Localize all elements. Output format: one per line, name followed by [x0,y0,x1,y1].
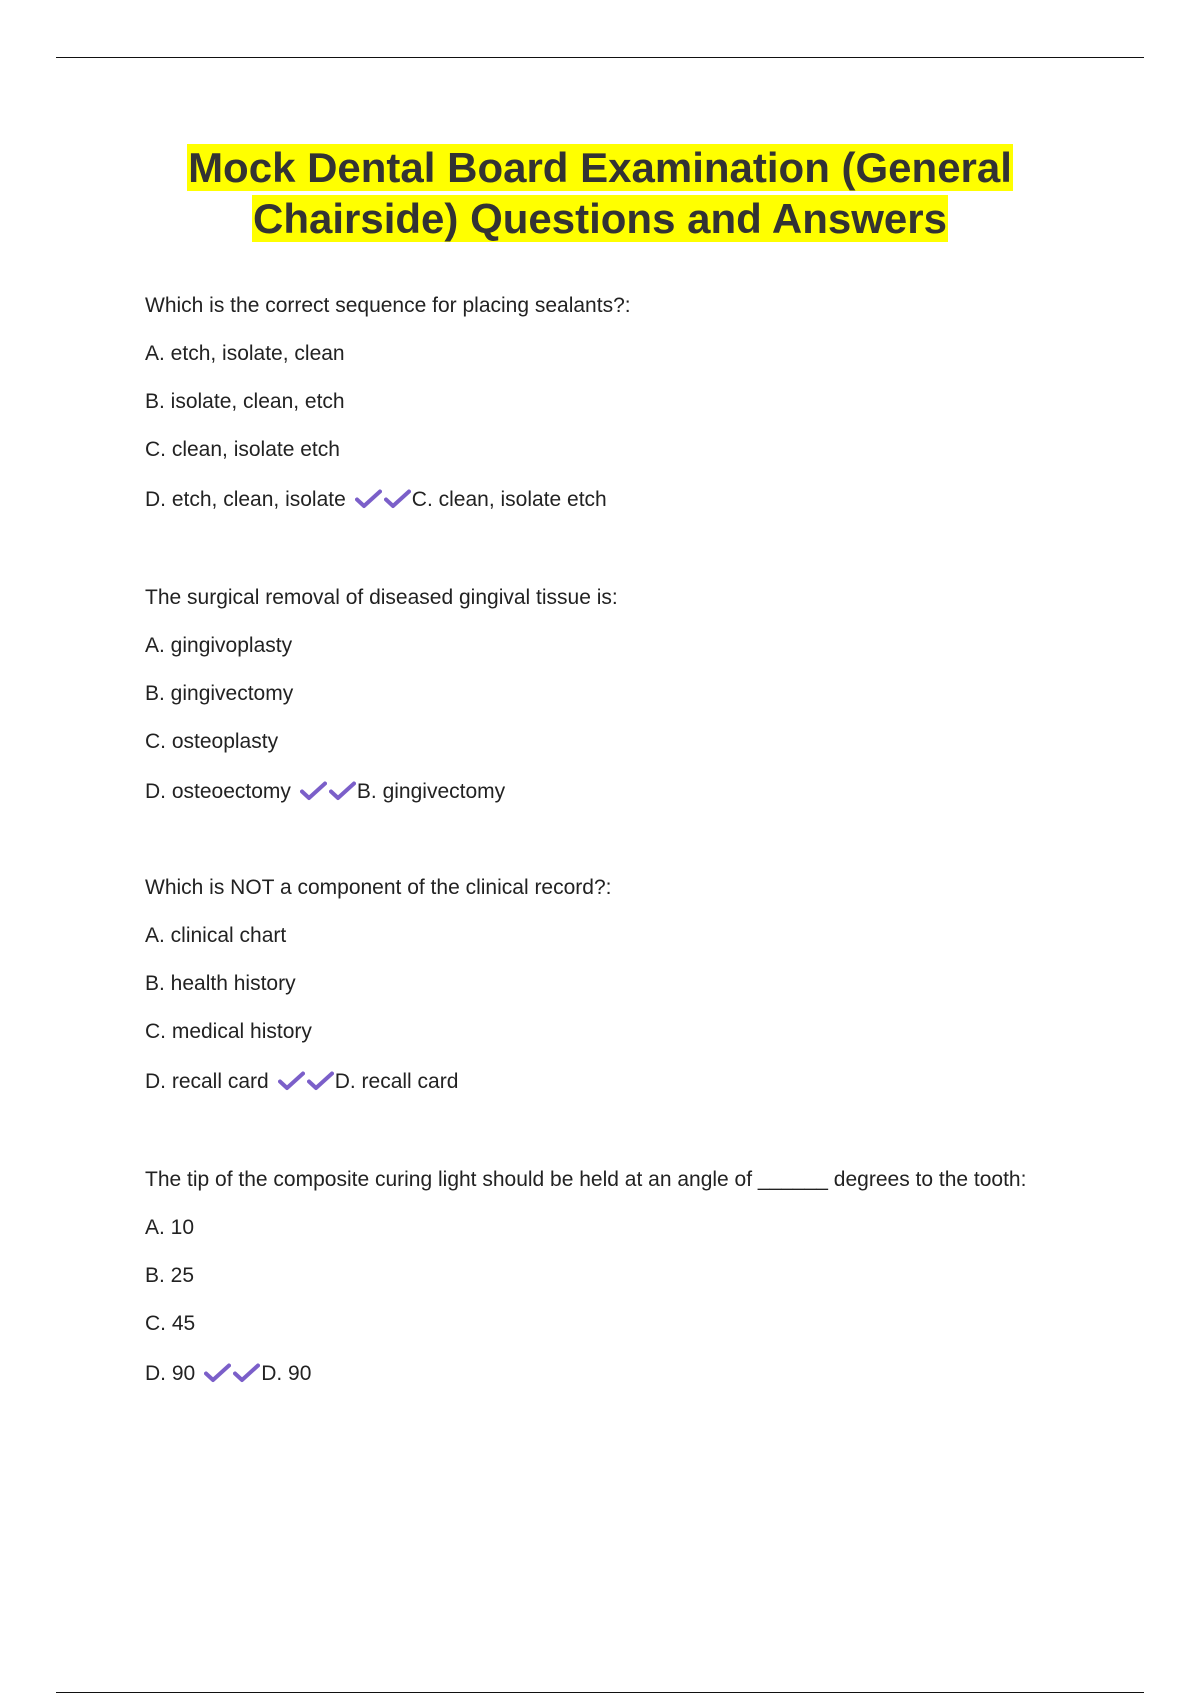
option-c: C. medical history [145,1020,312,1043]
question-prompt: The surgical removal of diseased gingival tissue is: [145,586,618,609]
question-prompt: Which is NOT a component of the clinical record?: [145,876,612,899]
check-icon [204,1363,231,1383]
option-d: D. osteoectomy [145,780,291,803]
option-a: A. clinical chart [145,924,287,947]
answer-checks [299,780,357,803]
check-icon [300,781,327,801]
answer-checks [203,1362,261,1385]
option-d-with-answer [145,779,1135,805]
question-2 [145,585,1135,805]
question-prompt: The tip of the composite curing light should be held at an angle of ______ degrees to the tooth: [145,1168,1027,1191]
check-icon [307,1071,334,1091]
check-icon [355,489,382,509]
option-d-with-answer [145,487,1135,513]
top-rule [56,57,1144,58]
option-b: B. health history [145,972,296,995]
answer-checks [354,488,412,511]
option-a: A. 10 [145,1216,195,1239]
option-d: D. recall card [145,1070,269,1093]
correct-answer: C. clean, isolate etch [411,488,607,511]
option-d-with-answer [145,1361,1135,1387]
option-c: C. 45 [145,1312,196,1335]
option-d: D. etch, clean, isolate [145,488,346,511]
bottom-rule [56,1692,1144,1693]
page-title [0,142,1200,244]
option-c: C. clean, isolate etch [145,438,340,461]
option-d-with-answer [145,1069,1135,1095]
correct-answer: D. recall card [334,1070,459,1093]
title-line-2: Chairside) Questions and Answers [253,195,947,242]
title-line-1: Mock Dental Board Examination (General [188,144,1012,191]
correct-answer: B. gingivectomy [356,780,506,803]
answer-checks [277,1070,335,1093]
check-icon [233,1363,260,1383]
question-4 [145,1167,1135,1387]
option-b: B. gingivectomy [145,682,294,705]
check-icon [384,489,411,509]
option-b: B. isolate, clean, etch [145,390,345,413]
check-icon [329,781,356,801]
question-3 [145,875,1135,1095]
option-d: D. 90 [145,1362,196,1385]
option-c: C. osteoplasty [145,730,279,753]
option-a: A. gingivoplasty [145,634,293,657]
question-1 [145,293,1135,513]
option-a: A. etch, isolate, clean [145,342,345,365]
question-prompt: Which is the correct sequence for placing sealants?: [145,294,631,317]
correct-answer: D. 90 [261,1362,312,1385]
option-b: B. 25 [145,1264,195,1287]
check-icon [278,1071,305,1091]
